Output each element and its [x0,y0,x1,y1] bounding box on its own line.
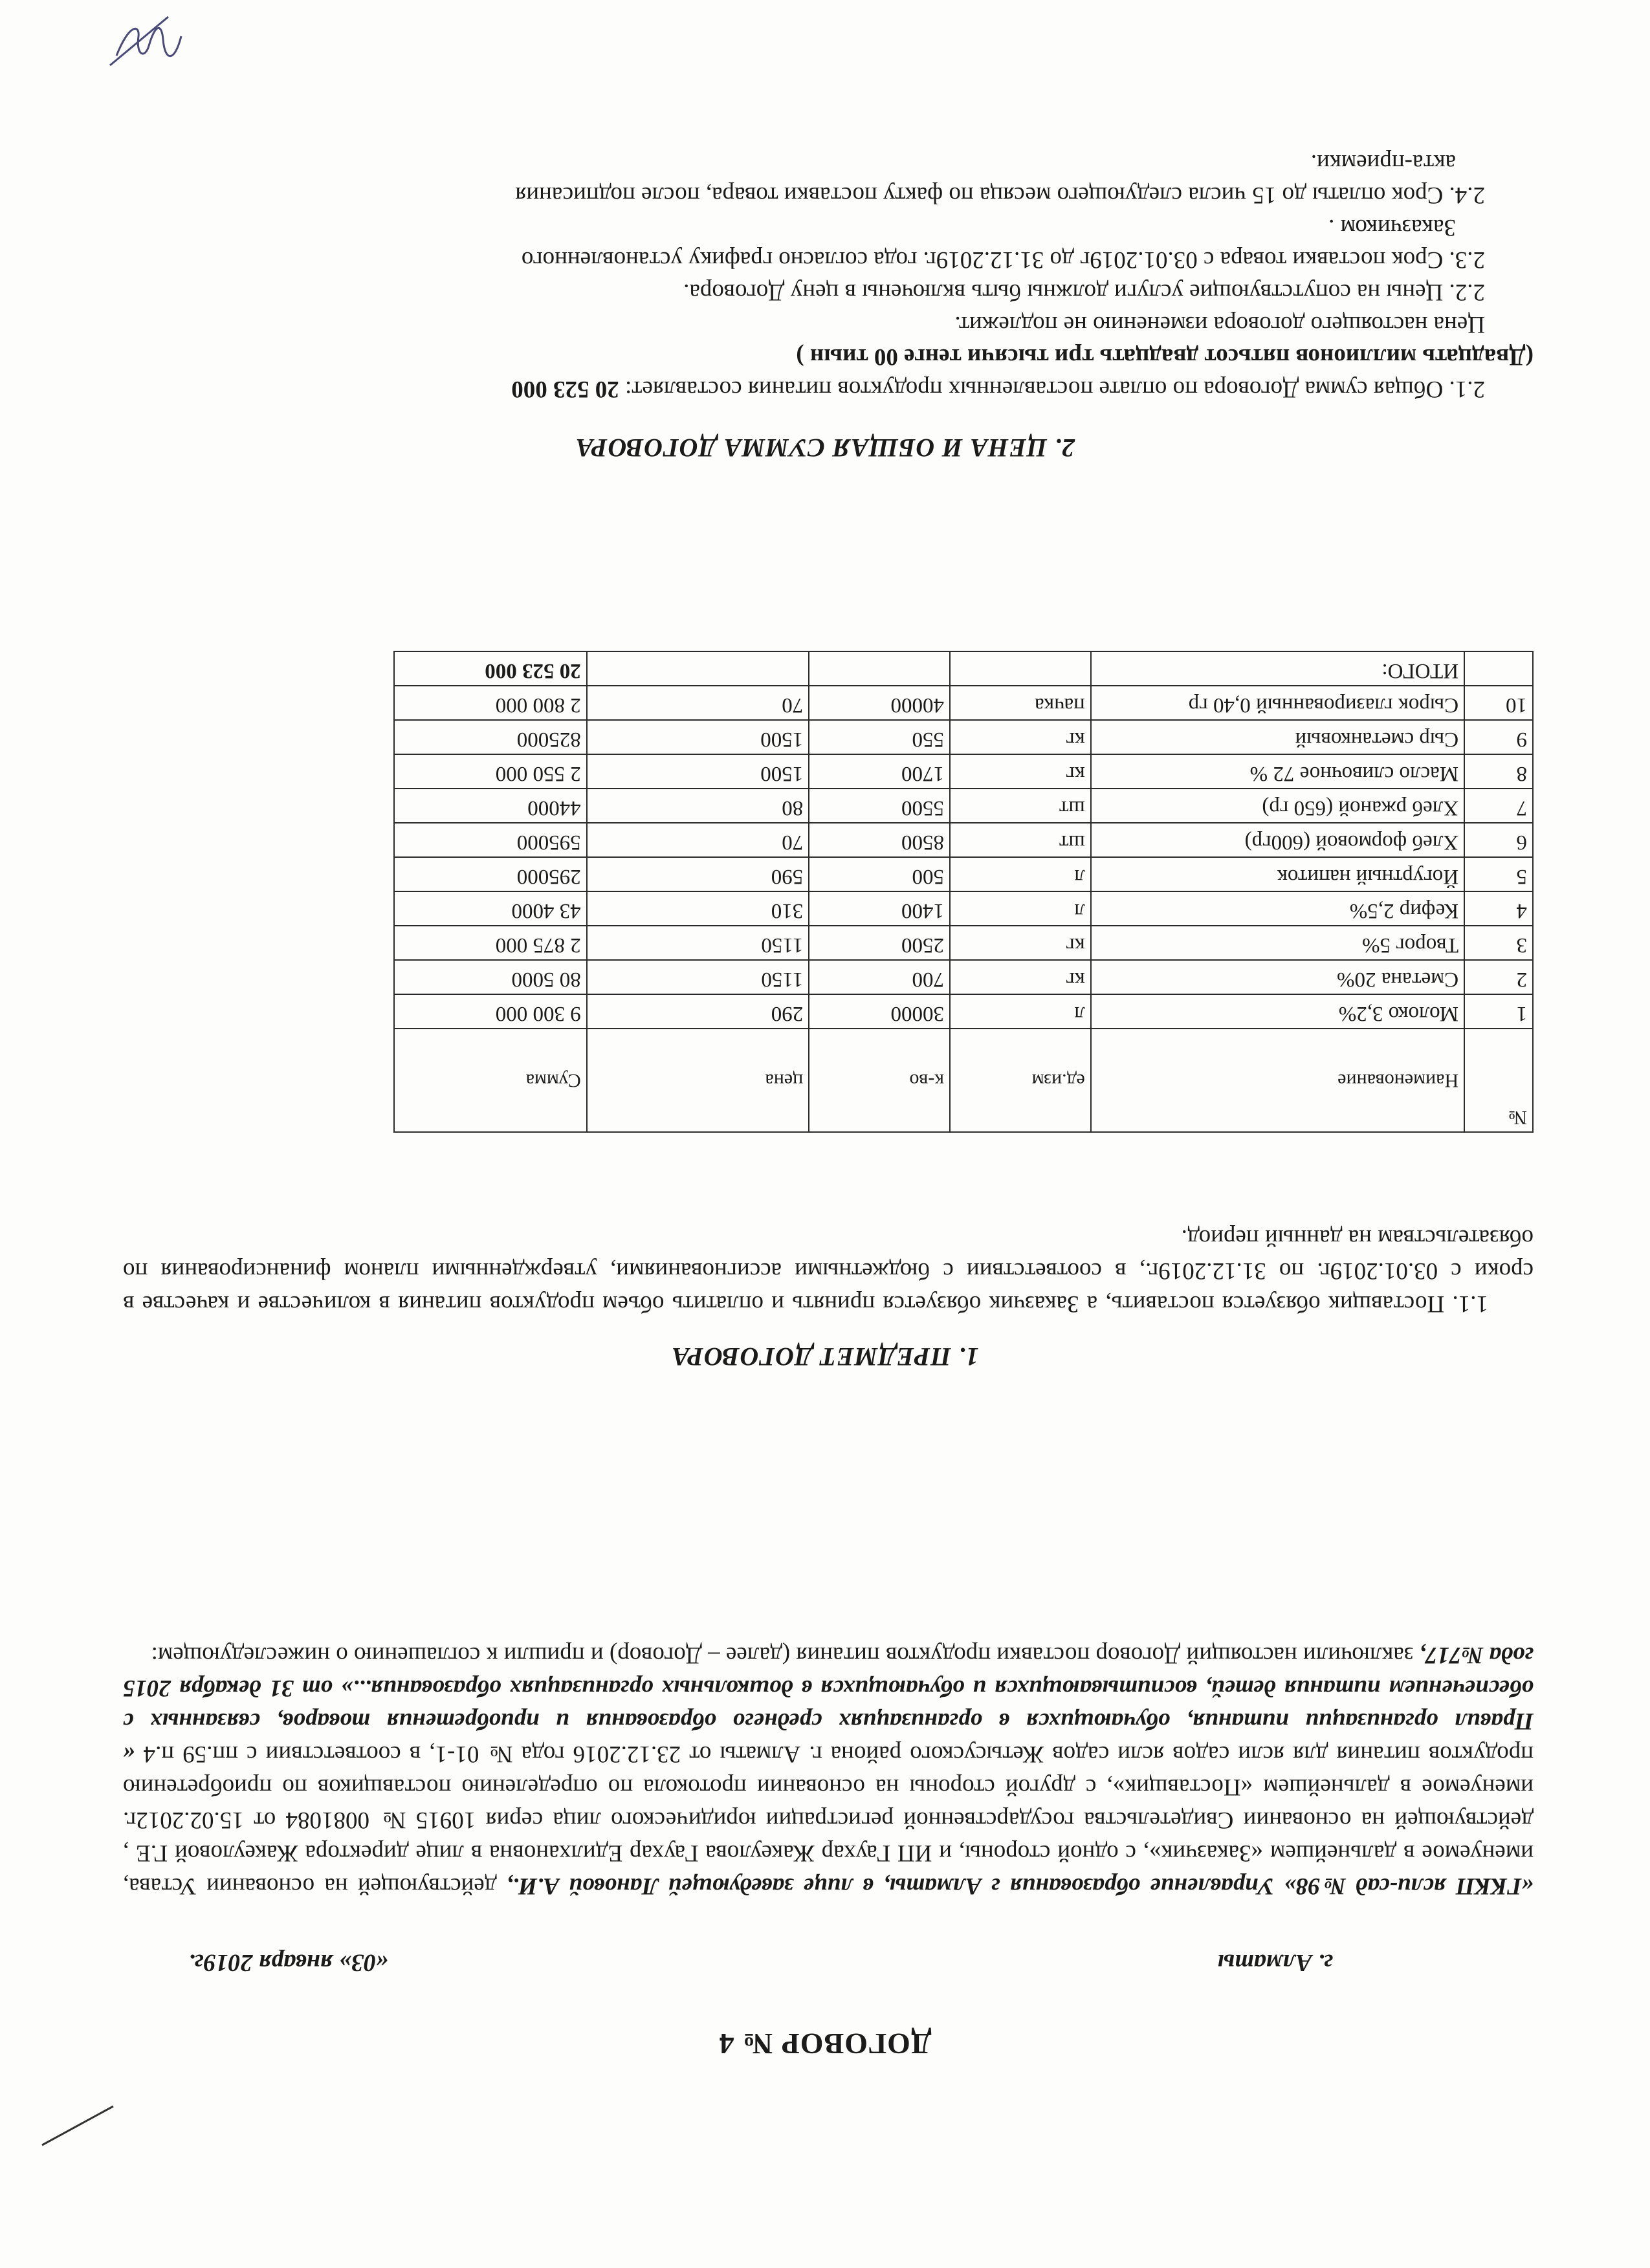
section-1-heading: 1. ПРЕДМЕТ ДОГОВОРА [671,1342,979,1371]
document-title: ДОГОВОР № 4 [718,2027,932,2060]
cell-sum: 2 550 000 [394,754,587,789]
cell-row-num: 3 [1464,926,1533,960]
cell-quantity: 1400 [809,891,950,926]
cell-empty [587,651,809,686]
table-row [394,857,1533,891]
cell-item-name: Сыр сметанковый [1091,720,1464,754]
total-label: ИТОГО: [1091,651,1464,686]
cell-price: 70 [587,686,809,720]
cell-unit: кг [950,720,1091,754]
cell-unit: кг [950,926,1091,960]
cell-sum: 825000 [394,720,587,754]
preamble-text-1: действующей на основании Устава, именуемое в дальнейшем «Заказчик», с одной стороны, и ИП Гаухар Жакеулова Гаухар Едилхановна в лице директора Жакеуловой Г.Е , действующей на основании Свидетельства государственной регистрации юридического лица серия 10915 № 0081084 от 15.02.2012г. именуемое в дальнейшем «Поставщик», с другой стороны на основании протокола по определению поставщиков по приобретению продуктов питания для ясли садов ясли садов Жетысуского района г. Алматы от 23.12.2016 года № 01-1, в соответствии с пп.59 п.4 [123,1741,1534,1899]
cell-price: 290 [587,994,809,1029]
cell-price: 310 [587,891,809,926]
cell-row-num: 10 [1464,686,1533,720]
cell-unit: пачка [950,686,1091,720]
cell-quantity: 5500 [809,789,950,823]
cell-row-num: 2 [1464,960,1533,994]
cell-price: 1150 [587,926,809,960]
cell-quantity: 500 [809,857,950,891]
signature-mark [97,4,194,75]
cell-empty [1464,651,1533,686]
cell-quantity: 550 [809,720,950,754]
preamble-rules: « Правил организации питания, обучающихся в организациях среднего образования и приобретения товаров, связанных с обеспечением питания детей, воспитывающихся и обучающихся в дошкольных организациях образования...» от 31 декабря 2015 года №717, [123,1642,1534,1767]
table-header-row [394,1029,1533,1132]
cell-item-name: Хлеб формовой (600гр) [1091,823,1464,857]
cell-row-num: 6 [1464,823,1533,857]
clause-2-1-price-fixed: Цена настоящего договора изменению не подлежит. [954,311,1485,338]
header-unit: ед.изм [950,1029,1091,1132]
cell-unit: л [950,994,1091,1029]
cell-sum: 44000 [394,789,587,823]
section-2-heading: 2. ЦЕНА И ОБЩАЯ СУММА ДОГОВОРА [575,433,1075,463]
cell-price: 590 [587,857,809,891]
cell-unit: кг [950,754,1091,789]
cell-sum: 2 875 000 [394,926,587,960]
cell-item-name: Сметана 20% [1091,960,1464,994]
table-row [394,960,1533,994]
cell-quantity: 2500 [809,926,950,960]
cell-price: 1500 [587,720,809,754]
cell-unit: кг [950,960,1091,994]
clause-1-1: 1.1. Поставщик обязуется поставить, а Заказчик обязуется принять и оплатить объем продуктов питания в количестве и качестве в сроки с 03.01.2019г. по 31.12.2019г., в соответствии с бюджетными ассигнованиями, утвержденными планом финансирования по обязательствам на данный период. [123,1225,1534,1317]
cell-row-num: 9 [1464,720,1533,754]
cell-item-name: Кефир 2,5% [1091,891,1464,926]
clause-2-3-cont: Заказчиком . [1328,214,1456,241]
header-qty: к-во [809,1029,950,1132]
table-row [394,789,1533,823]
cell-unit: л [950,891,1091,926]
header-sum: Сумма [394,1029,587,1132]
table-row [394,720,1533,754]
cell-row-num: 1 [1464,994,1533,1029]
cell-unit: л [950,857,1091,891]
table-row [394,823,1533,857]
cell-sum: 43 4000 [394,891,587,926]
header-name: Наименование [1091,1029,1464,1132]
cell-item-name: Творог 5% [1091,926,1464,960]
cell-quantity: 1700 [809,754,950,789]
cell-row-num: 7 [1464,789,1533,823]
cell-price: 80 [587,789,809,823]
header-num: № [1464,1029,1533,1132]
table-row [394,926,1533,960]
clause-2-1-text: 2.1. Общая сумма Договора по оплате поставленных продуктов питания составляет: [624,376,1485,402]
cell-quantity: 700 [809,960,950,994]
table-row [394,891,1533,926]
cell-empty [809,651,950,686]
cell-item-name: Йогуртный напиток [1091,857,1464,891]
clause-2-1 [110,373,1534,405]
clause-2-4-cont: акта-приемки. [1310,149,1456,176]
cell-item-name: Масло сливочное 72 % [1091,754,1464,789]
preamble [123,1639,1534,1903]
contract-date: «03» января 2019г. [188,1949,388,1976]
cell-unit: шт [950,823,1091,857]
table-total-row [394,651,1533,686]
table-row [394,686,1533,720]
pen-stroke-mark [39,2100,116,2152]
cell-row-num: 4 [1464,891,1533,926]
cell-row-num: 8 [1464,754,1533,789]
cell-quantity: 8500 [809,823,950,857]
clause-2-2: 2.2. Цены на сопутствующие услуги должны быть включены в цену Договора. [683,279,1485,305]
preamble-org: «ГККП ясли-сад №98» Управление образования г Алматы, в лице заведующей Лановой А.И., [506,1873,1534,1899]
clause-2-3: 2.3. Срок поставки товара с 03.01.2019г до 31.12.2019г. года согласно графику установленного [521,246,1485,273]
cell-quantity: 30000 [809,994,950,1029]
contract-sum: 20 523 000 [511,376,619,402]
clause-2-4: 2.4. Срок оплаты до 15 числа следующего месяца по факту поставки товара, после подписания [515,182,1485,208]
cell-sum: 595000 [394,823,587,857]
cell-item-name: Хлеб ржаной (650 гр) [1091,789,1464,823]
total-value: 20 523 000 [394,651,587,686]
preamble-text-2: заключили настоящий Договор поставки продуктов питания (далее – Договор) и пришли к соглашению о нижеследующем: [151,1642,1420,1668]
cell-empty [950,651,1091,686]
cell-sum: 295000 [394,857,587,891]
cell-price: 1150 [587,960,809,994]
header-price: цена [587,1029,809,1132]
cell-sum: 2 800 000 [394,686,587,720]
cell-row-num: 5 [1464,857,1533,891]
cell-sum: 80 5000 [394,960,587,994]
city: г. Алматы [1217,1949,1333,1976]
cell-price: 1500 [587,754,809,789]
section-2-text [110,146,1534,405]
cell-unit: шт [950,789,1091,823]
cell-quantity: 40000 [809,686,950,720]
cell-item-name: Молоко 3,2% [1091,994,1464,1029]
contract-sum-words: (Двадцать миллионов пятьсот двадцать три тысячи тенге 00 тиын ) [796,343,1534,370]
items-table [393,651,1534,1133]
cell-price: 70 [587,823,809,857]
cell-sum: 9 300 000 [394,994,587,1029]
table-row [394,994,1533,1029]
cell-item-name: Сырок глазированный 0,40 гр [1091,686,1464,720]
table-row [394,754,1533,789]
